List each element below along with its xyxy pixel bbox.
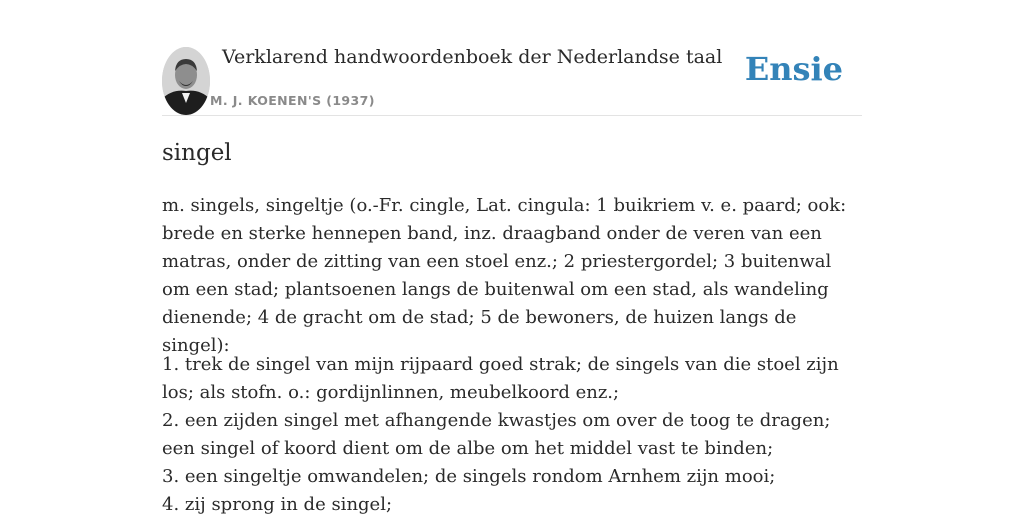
entry-examples xyxy=(162,351,862,519)
dictionary-header xyxy=(162,44,862,116)
example-item: 1. trek de singel van mijn rijpaard goed strak; de singels van die stoel zijn los; als stofn. o.: gordijnlinnen, meubelkoord enz.; xyxy=(162,354,839,403)
entry-definition: m. singels, singeltje (o.-Fr. cingle, Lat. cingula: 1 buikriem v. e. paard; ook: brede en sterke hennepen band, inz. draagband onder de veren van een matras, onder de zitting van een stoel enz.; 2 priestergordel; 3 buitenwal om een stad; plantsoenen langs de buitenwal om een stad, als wandeling dienende; 4 de gracht om de stad; 5 de bewoners, de huizen langs de singel): xyxy=(162,195,847,356)
example-item: 4. zij sprong in de singel; xyxy=(162,494,393,515)
brand-logo[interactable]: Ensie xyxy=(744,50,843,88)
example-item: 2. een zijden singel met afhangende kwastjes om over de toog te dragen; een singel of koord dient om de albe om het middel vast te binden; xyxy=(162,410,831,459)
entry-headword: singel xyxy=(162,140,232,166)
example-item: 3. een singeltje omwandelen; de singels rondom Arnhem zijn mooi; xyxy=(162,466,776,487)
author-label: M. J. KOENEN'S (1937) xyxy=(210,93,375,108)
author-portrait-icon xyxy=(162,47,210,115)
book-title: Verklarend handwoordenboek der Nederlandse taal xyxy=(222,46,723,68)
